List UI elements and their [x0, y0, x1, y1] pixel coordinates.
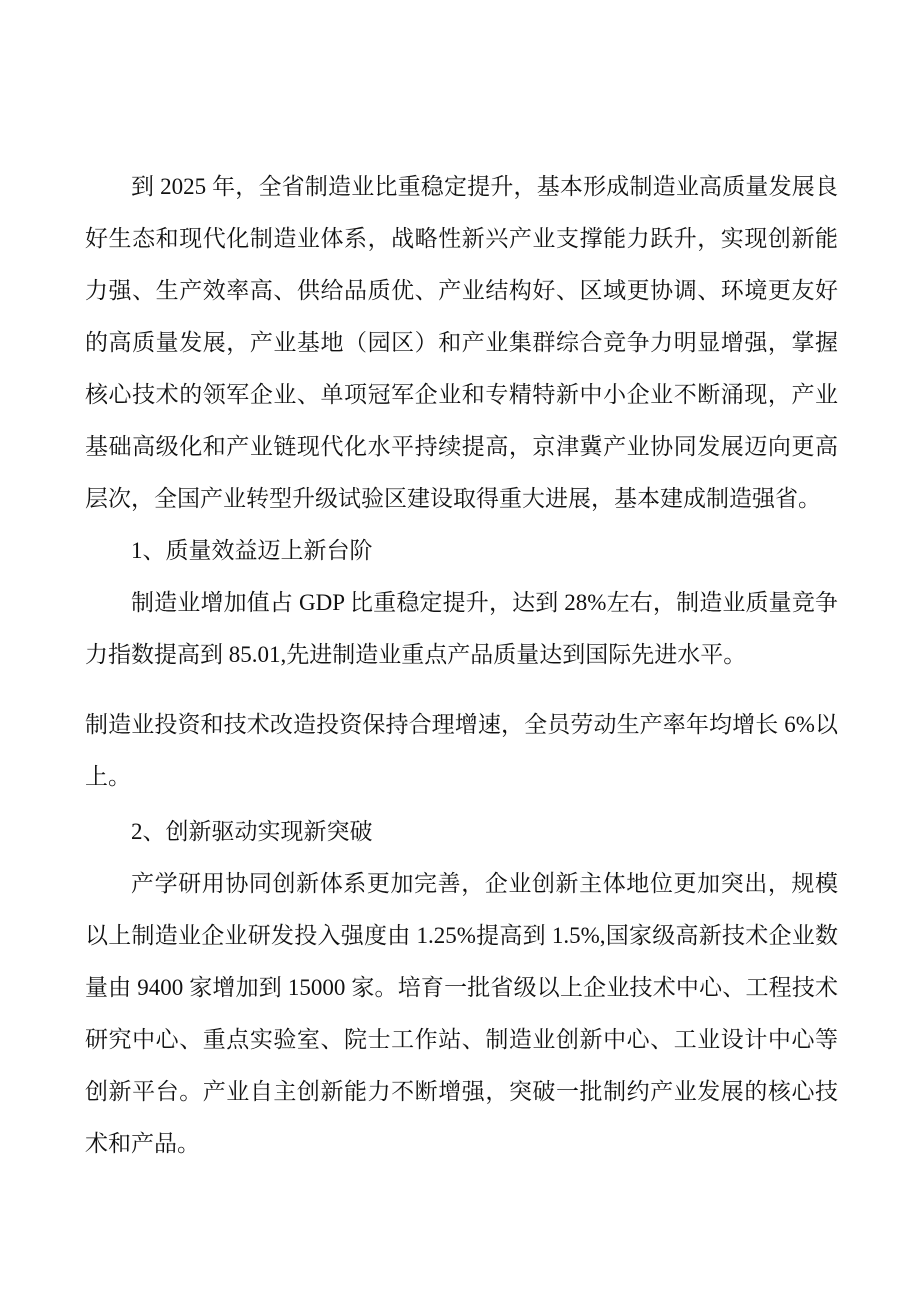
paragraph-line: 以上制造业企业研发投入强度由 1.25%提高到 1.5%,国家级高新技术企业数	[85, 923, 838, 948]
paragraph-section2-1	[85, 858, 838, 1170]
paragraph-line: 的高质量发展，产业基地（园区）和产业集群综合竞争力明显增强，掌握	[85, 330, 838, 355]
paragraph-line: 层次，全国产业转型升级试验区建设取得重大进展，基本建成制造强省。	[85, 486, 821, 511]
paragraph-line: 好生态和现代化制造业体系，战略性新兴产业支撑能力跃升，实现创新能	[85, 226, 838, 251]
paragraph-section1-2	[85, 699, 838, 803]
section-heading-1: 1、质量效益迈上新台阶	[131, 538, 373, 563]
paragraph-line: 力强、生产效率高、供给品质优、产业结构好、区域更协调、环境更友好	[85, 278, 838, 303]
paragraph-intro	[85, 161, 838, 525]
paragraph-line: 上。	[85, 764, 131, 789]
paragraph-line: 力指数提高到 85.01,先进制造业重点产品质量达到国际先进水平。	[85, 642, 747, 667]
paragraph-line: 产学研用协同创新体系更加完善，企业创新主体地位更加突出，规模	[131, 871, 838, 896]
paragraph-line: 核心技术的领军企业、单项冠军企业和专精特新中小企业不断涌现，产业	[85, 382, 838, 407]
paragraph-line: 基础高级化和产业链现代化水平持续提高，京津冀产业协同发展迈向更高	[85, 434, 838, 459]
document-body	[85, 161, 838, 1170]
paragraph-line: 制造业投资和技术改造投资保持合理增速，全员劳动生产率年均增长 6%以	[85, 712, 838, 737]
paragraph-line: 量由 9400 家增加到 15000 家。培育一批省级以上企业技术中心、工程技术	[85, 975, 838, 1000]
paragraph-line: 术和产品。	[85, 1131, 200, 1156]
paragraph-line: 制造业增加值占 GDP 比重稳定提升，达到 28%左右，制造业质量竞争	[131, 590, 838, 615]
paragraph-section1-1	[85, 577, 838, 681]
paragraph-line: 到 2025 年，全省制造业比重稳定提升，基本形成制造业高质量发展良	[131, 174, 838, 199]
paragraph-line: 研究中心、重点实验室、院士工作站、制造业创新中心、工业设计中心等	[85, 1027, 838, 1052]
paragraph-line: 创新平台。产业自主创新能力不断增强，突破一批制约产业发展的核心技	[85, 1079, 838, 1104]
section-heading-2: 2、创新驱动实现新突破	[131, 819, 373, 844]
